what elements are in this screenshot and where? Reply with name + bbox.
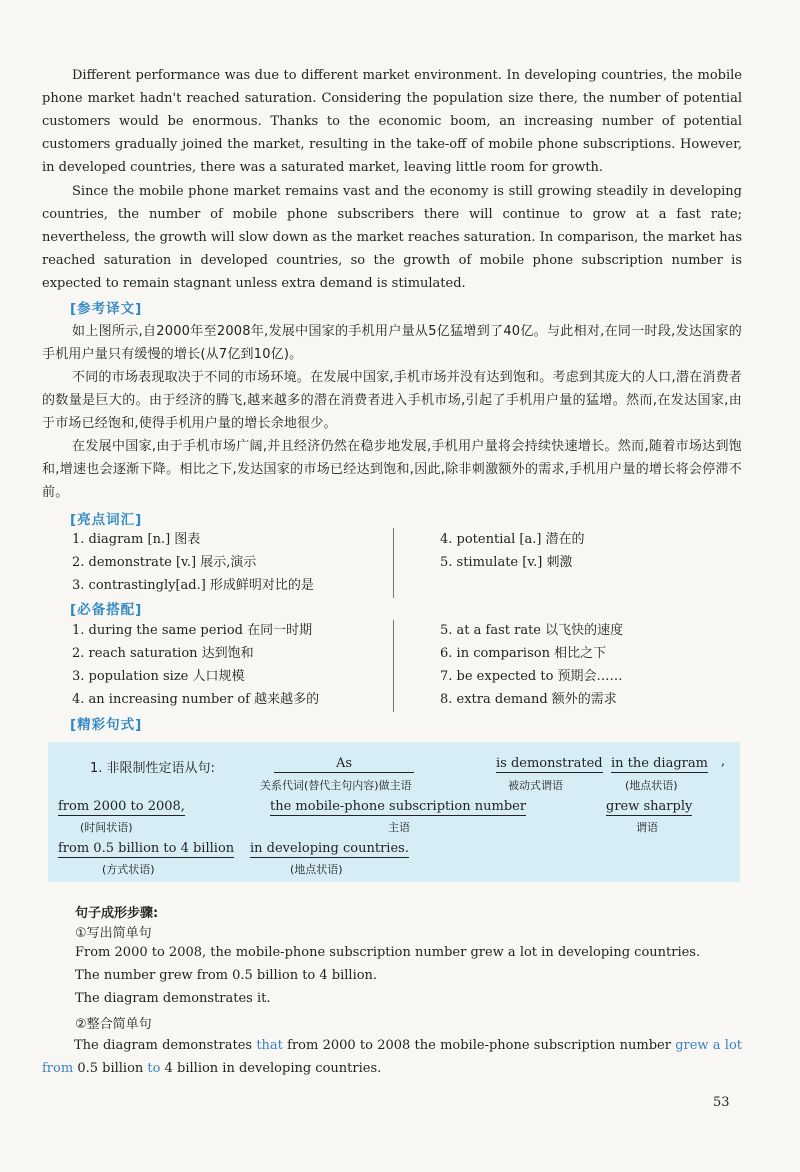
- step2-highlight: to: [147, 1061, 161, 1076]
- collocation-item: 3. population size 人口规模: [72, 669, 245, 684]
- step1-sentence: From 2000 to 2008, the mobile-phone subscription number grew a lot in developing countries.: [75, 945, 701, 960]
- step1-sentence: The number grew from 0.5 billion to 4 billion.: [75, 968, 378, 983]
- collocation-item: 4. an increasing number of 越来越多的: [72, 692, 320, 707]
- translation-paragraph-1: 如上图所示,自2000年至2008年,发展中国家的手机用户量从5亿猛增到了40亿。与此相对,在同一时段,发达国家的手机用户量只有缓慢的增长(从7亿到10亿)。: [42, 324, 742, 362]
- verb-label: 被动式谓语: [508, 779, 563, 792]
- translation-heading: [参考译文]: [70, 301, 143, 317]
- sentence-analysis-box: [48, 742, 740, 882]
- as-label: 关系代词(替代主句内容)做主语: [260, 779, 412, 792]
- step2-title: ②整合简单句: [75, 1017, 152, 1032]
- place2-phrase: in developing countries.: [250, 841, 409, 856]
- collocation-item: 7. be expected to 预期会……: [440, 669, 623, 684]
- pattern-title: 1. 非限制性定语从句:: [90, 761, 215, 776]
- manner-label: (方式状语): [102, 863, 155, 876]
- english-paragraph-2: Since the mobile phone market remains vast and the economy is still growing steadily in developing countries, the number of mobile phone subscribers there will continue to grow at a fast rate; nevertheless, the growth will slow down as the market reaches saturation. In comparison, the market has reached saturation in developed countries, so the growth of mobile phone subscription number is expected to remain stagnant unless extra demand is stimulated.: [42, 184, 742, 291]
- step1-sentence: The diagram demonstrates it.: [75, 991, 271, 1006]
- verb-phrase: is demonstrated: [496, 756, 603, 771]
- step2-part: 0.5 billion: [73, 1061, 148, 1076]
- step2-part: The diagram demonstrates: [74, 1038, 257, 1053]
- predicate-phrase: grew sharply: [606, 799, 693, 814]
- time-label: (时间状语): [80, 821, 133, 834]
- collocation-heading: [必备搭配]: [70, 602, 143, 618]
- step2-highlight: grew a lot: [675, 1038, 742, 1053]
- step1-title: ①写出简单句: [75, 926, 152, 941]
- vocab-item: 5. stimulate [v.] 刺激: [440, 555, 573, 570]
- translation-paragraph-2: 不同的市场表现取决于不同的市场环境。在发展中国家,手机市场并没有达到饱和。考虑到其庞大的人口,潜在消费者的数量是巨大的。由于经济的腾飞,越来越多的潜在消费者进入手机市场,引起了手机用户量的猛增。然而,在发达国家,由于市场已经饱和,使得手机用户量的增长余地很少。: [42, 370, 742, 431]
- step2-part: 4 billion in developing countries.: [160, 1061, 382, 1076]
- collocation-item: 6. in comparison 相比之下: [440, 646, 607, 661]
- comma: ,: [721, 754, 726, 769]
- place-label: (地点状语): [625, 779, 678, 792]
- page-number: 53: [713, 1095, 730, 1110]
- column-divider: [393, 620, 394, 712]
- sentence-pattern-heading: [精彩句式]: [70, 717, 143, 733]
- predicate-label: 谓语: [636, 821, 658, 834]
- vocab-item: 4. potential [a.] 潜在的: [440, 532, 585, 547]
- subject-label: 主语: [388, 821, 410, 834]
- step2-highlight: that: [256, 1038, 283, 1053]
- collocation-item: 5. at a fast rate 以飞快的速度: [440, 623, 624, 638]
- time-phrase: from 2000 to 2008,: [58, 799, 185, 814]
- column-divider: [393, 528, 394, 598]
- vocab-heading: [亮点词汇]: [70, 512, 143, 528]
- vocab-item: 3. contrastingly[ad.] 形成鲜明对比的是: [72, 578, 314, 593]
- translation-paragraph-3: 在发展中国家,由于手机市场广阔,并且经济仍然在稳步地发展,手机用户量将会持续快速增长。然而,随着市场达到饱和,增速也会逐渐下降。相比之下,发达国家的市场已经达到饱和,因此,除非刺激额外的需求,手机用户量的增长将会停滞不前。: [42, 439, 742, 500]
- step2-part: from 2000 to 2008 the mobile-phone subscription number: [282, 1038, 676, 1053]
- english-paragraph-1: Different performance was due to different market environment. In developing countries, the mobile phone market hadn't reached saturation. Considering the population size there, the number of potential customers would be enormous. Thanks to the economic boom, an increasing number of potential customers gradually joined the market, resulting in the take-off of mobile phone subscriptions. However, in developed countries, there was a saturated market, leaving little room for growth.: [42, 68, 742, 175]
- steps-title: 句子成形步骤:: [75, 906, 159, 921]
- vocab-item: 2. demonstrate [v.] 展示,演示: [72, 555, 257, 570]
- vocab-item: 1. diagram [n.] 图表: [72, 532, 201, 547]
- step2-highlight: from: [42, 1061, 74, 1076]
- place-phrase: in the diagram: [611, 756, 708, 771]
- subject-phrase: the mobile-phone subscription number: [270, 799, 527, 814]
- collocation-item: 8. extra demand 额外的需求: [440, 692, 617, 707]
- step2-sentence: [42, 1034, 742, 1080]
- place2-label: (地点状语): [290, 863, 343, 876]
- collocation-item: 2. reach saturation 达到饱和: [72, 646, 254, 661]
- manner-phrase: from 0.5 billion to 4 billion: [58, 841, 235, 856]
- collocation-item: 1. during the same period 在同一时期: [72, 623, 313, 638]
- as-word: As: [274, 756, 414, 773]
